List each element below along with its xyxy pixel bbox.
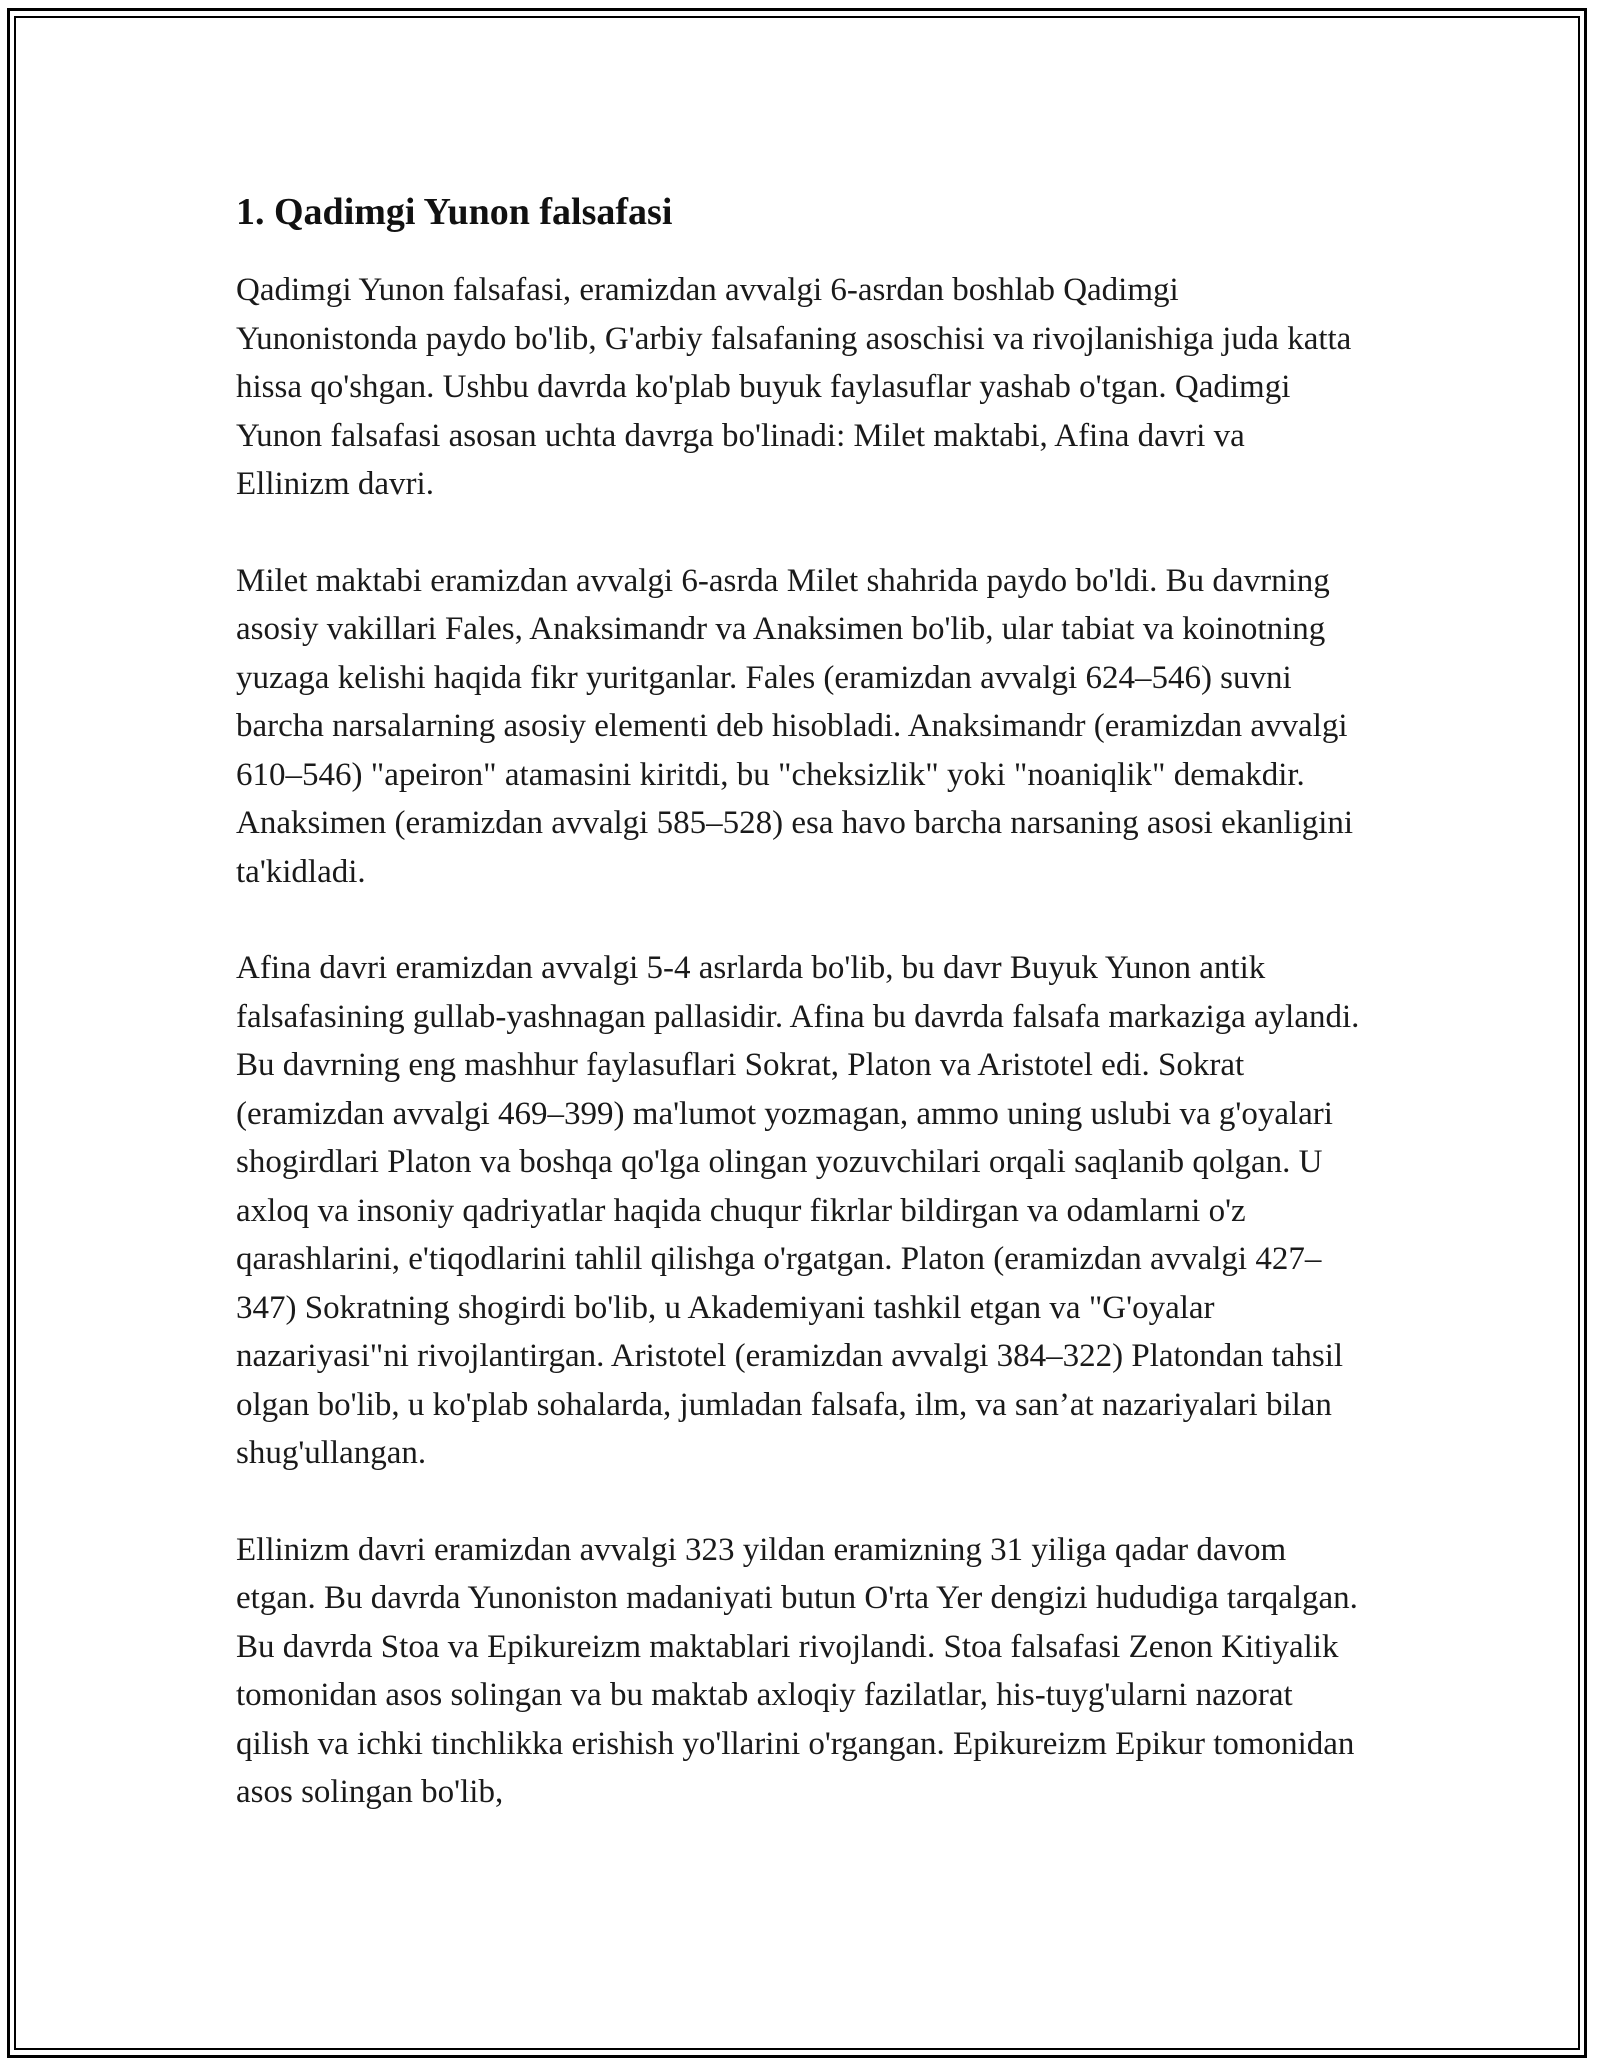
- paragraph-intro: Qadimgi Yunon falsafasi, eramizdan avvalgi 6-asrdan boshlab Qadimgi Yunonistonda paydo bo'lib, G'arbiy falsafaning asoschisi va rivojlanishiga juda katta hissa qo'shgan. Ushbu davrda ko'plab buyuk faylasuflar yashab o'tgan. Qadimgi Yunon falsafasi asosan uchta davrga bo'linadi: Milet maktabi, Afina davri va Ellinizm davri.: [236, 272, 1352, 502]
- section-heading: 1. Qadimgi Yunon falsafasi: [236, 191, 673, 233]
- paragraph-milet: Milet maktabi eramizdan avvalgi 6-asrda Milet shahrida paydo bo'ldi. Bu davrning asosiy vakillari Fales, Anaksimandr va Anaksimen bo'lib, ular tabiat va koinotning yuzaga kelishi haqida fikr yuritganlar. Fales (eramizdan avvalgi 624–546) suvni barcha narsalarning asosiy elementi deb hisobladi. Anaksimandr (eramizdan avvalgi 610–546) "apeiron" atamasini kiritdi, bu "cheksizlik" yoki "noaniqlik" demakdir. Anaksimen (eramizdan avvalgi 585–528) esa havo barcha narsaning asosi ekanligini ta'kidladi.: [236, 562, 1354, 890]
- document-body: [236, 184, 1366, 1865]
- paragraph-afina: Afina davri eramizdan avvalgi 5-4 asrlarda bo'lib, bu davr Buyuk Yunon antik falsafasining gullab-yashnagan pallasidir. Afina bu davrda falsafa markaziga aylandi. Bu davrning eng mashhur faylasuflari Sokrat, Platon va Aristotel edi. Sokrat (eramizdan avvalgi 469–399) ma'lumot yozmagan, ammo uning uslubi va g'oyalari shogirdlari Platon va boshqa qo'lga olingan yozuvchilari orqali saqlanib qolgan. U axloq va insoniy qadriyatlar haqida chuqur fikrlar bildirgan va odamlarni o'z qarashlarini, e'tiqodlarini tahlil qilishga o'rgatgan. Platon (eramizdan avvalgi 427–347) Sokratning shogirdi bo'lib, u Akademiyani tashkil etgan va "G'oyalar nazariyasi"ni rivojlantirgan. Aristotel (eramizdan avvalgi 384–322) Platondan tahsil olgan bo'lib, u ko'plab sohalarda, jumladan falsafa, ilm, va san’at nazariyalari bilan shug'ullangan.: [236, 950, 1360, 1471]
- paragraph-ellinizm: Ellinizm davri eramizdan avvalgi 323 yildan eramizning 31 yiliga qadar davom etgan. Bu davrda Yunoniston madaniyati butun O'rta Yer dengizi hududiga tarqalgan. Bu davrda Stoa va Epikureizm maktablari rivojlandi. Stoa falsafasi Zenon Kitiyalik tomonidan asos solingan va bu maktab axloqiy fazilatlar, his-tuyg'ularni nazorat qilish va ichki tinchlikka erishish yo'llarini o'rgangan. Epikureizm Epikur tomonidan asos solingan bo'lib,: [236, 1531, 1358, 1810]
